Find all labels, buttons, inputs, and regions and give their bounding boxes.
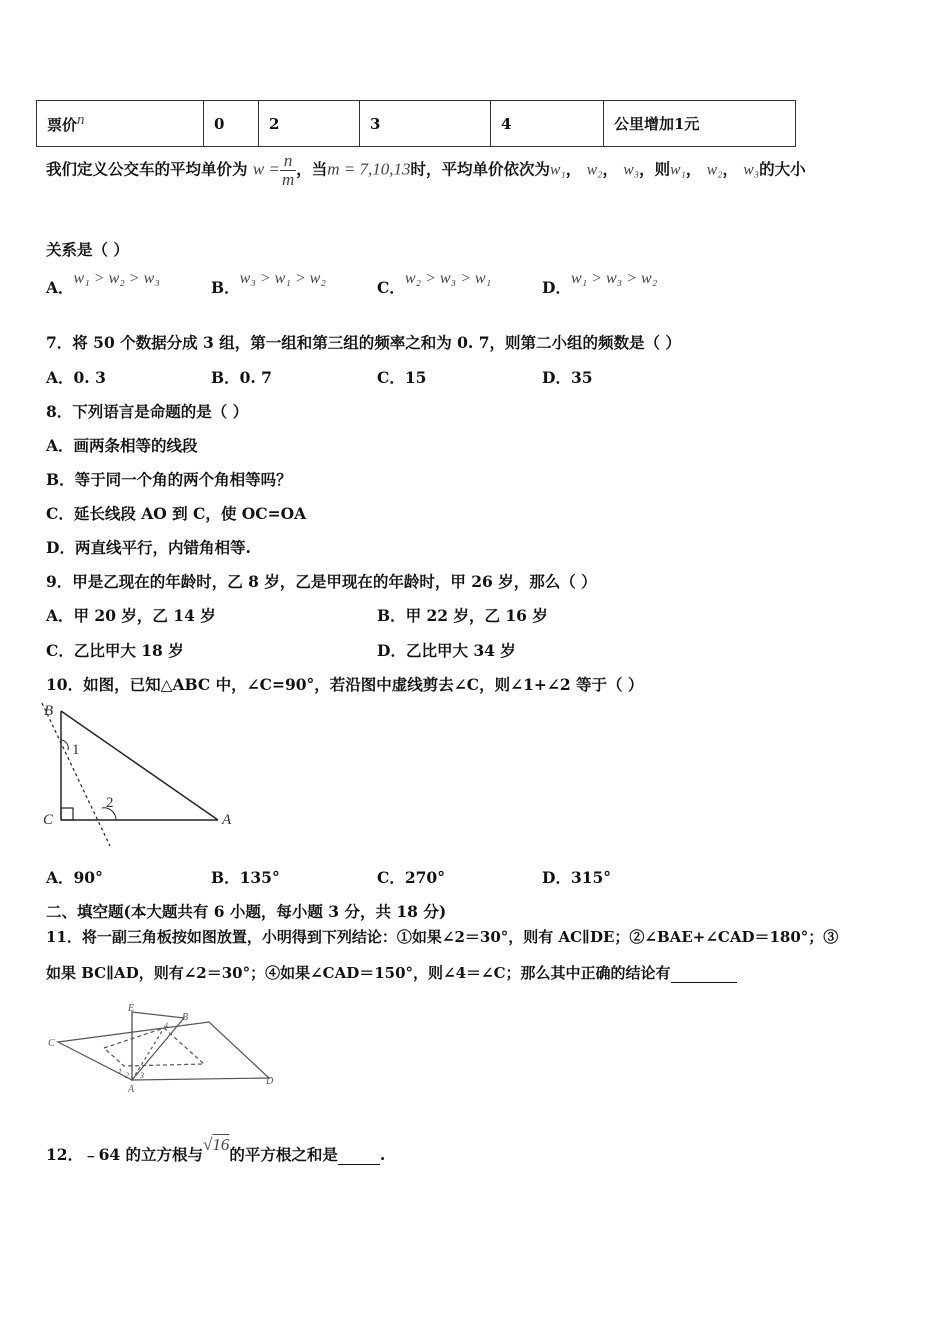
- q6-stem-line2: 关系是（ ）: [46, 240, 129, 259]
- label-e: E: [128, 1003, 135, 1014]
- q10-option-a[interactable]: A．90°: [46, 868, 103, 887]
- q11-stem-line1: 11．将一副三角板按如图放置，小明得到下列结论：①如果∠2＝30°，则有 AC∥DE；②∠BAE+∠CAD＝180°；③: [46, 928, 839, 946]
- table-cell: 0: [204, 101, 259, 147]
- q6-option-c[interactable]: C．w₂ > w₃ > w₁: [377, 270, 492, 297]
- q9-option-b[interactable]: B．甲 22 岁，乙 16 岁: [377, 606, 548, 625]
- label-d: D: [266, 1076, 274, 1087]
- angle-1-arc: [61, 740, 68, 750]
- label-a: A: [222, 812, 232, 828]
- price-table: [36, 100, 796, 147]
- label-1: 1: [118, 1067, 122, 1076]
- label-c: C: [43, 812, 54, 828]
- q10-option-b[interactable]: B．135°: [211, 868, 280, 887]
- q10-stem: 10．如图，已知△ABC 中，∠C=90°，若沿图中虚线剪去∠C，则∠1+∠2 等于（ ）: [46, 675, 644, 694]
- q11-stem-line2: 如果 BC∥AD，则有∠2＝30°；④如果∠CAD＝150°，则∠4＝∠C；那么其中正确的结论有: [46, 962, 737, 983]
- triangle-abe: [132, 1012, 184, 1080]
- side-ab: [61, 711, 218, 820]
- table-row: [37, 101, 796, 147]
- label-b: B: [44, 703, 54, 719]
- q10-option-c[interactable]: C．270°: [377, 868, 445, 887]
- q7-option-d[interactable]: D．35: [542, 368, 593, 387]
- table-cell: 4: [491, 101, 604, 147]
- q8-stem: 8．下列语言是命题的是（ ）: [46, 402, 249, 421]
- q9-option-d[interactable]: D．乙比甲大 34 岁: [377, 641, 516, 660]
- table-cell: 票价$^n$: [37, 101, 204, 147]
- label-angle-2: 2: [106, 795, 114, 811]
- q8-option-d[interactable]: D．两直线平行，内错角相等.: [46, 538, 251, 557]
- label-4: 4: [164, 1021, 168, 1030]
- q10-option-d[interactable]: D．315°: [542, 868, 612, 887]
- q8-option-c[interactable]: C．延长线段 AO 到 C，使 OC=OA: [46, 504, 307, 523]
- q7-option-c[interactable]: C．15: [377, 368, 427, 387]
- table-cell: 3: [360, 101, 491, 147]
- hidden-line: [132, 1028, 164, 1080]
- answer-blank[interactable]: [338, 1145, 380, 1165]
- q9-option-c[interactable]: C．乙比甲大 18 岁: [46, 641, 184, 660]
- q6-option-a[interactable]: A．w₁ > w₂ > w₃: [46, 270, 160, 297]
- label-angle-1: 1: [72, 742, 80, 758]
- q9-option-a[interactable]: A．甲 20 岁，乙 14 岁: [46, 606, 216, 625]
- sqrt-expression: √16: [203, 1135, 230, 1154]
- q8-option-b[interactable]: B．等于同一个角的两个角相等吗？: [46, 470, 292, 489]
- label-b: B: [182, 1012, 189, 1023]
- right-angle-mark: [61, 808, 73, 820]
- q7-option-b[interactable]: B．0. 7: [211, 368, 272, 387]
- section-heading: 二、填空题(本大题共有 6 小题，每小题 3 分，共 18 分): [46, 902, 447, 921]
- q12-stem: 12．﹣64 的立方根与√16的平方根之和是 .: [46, 1135, 386, 1164]
- q6-stem: 我们定义公交车的平均单价为 w = $\frac{n}{m}$ ，当m = 7,10,13时，平均单价依次为w₁， w₂， w₃，则w₁， w₂， w₃的大小: [46, 151, 806, 189]
- answer-blank[interactable]: [671, 964, 737, 983]
- triangle-cad: [58, 1022, 269, 1080]
- table-cell: 2: [259, 101, 360, 147]
- set-square-figure: [44, 1002, 280, 1094]
- label-3: 3: [140, 1071, 144, 1080]
- q6-option-b[interactable]: B．w₃ > w₁ > w₂: [211, 270, 326, 297]
- q7-stem: 7．将 50 个数据分成 3 组，第一组和第三组的频率之和为 0. 7，则第二小组的频数是（ ）: [46, 333, 681, 352]
- table-cell: 公里增加1元: [604, 101, 796, 147]
- label-a: A: [128, 1084, 135, 1094]
- fraction: $\frac{n}{m}$: [281, 151, 295, 189]
- q8-option-a[interactable]: A．画两条相等的线段: [46, 436, 198, 455]
- label-c: C: [48, 1038, 55, 1049]
- q6-option-d[interactable]: D．w₁ > w₃ > w₂: [542, 270, 658, 297]
- q9-stem: 9．甲是乙现在的年龄时，乙 8 岁，乙是甲现在的年龄时，甲 26 岁，那么（ ）: [46, 572, 597, 591]
- q7-option-a[interactable]: A．0. 3: [46, 368, 106, 387]
- label-2: 2: [125, 1071, 129, 1080]
- triangle-figure: [40, 698, 240, 848]
